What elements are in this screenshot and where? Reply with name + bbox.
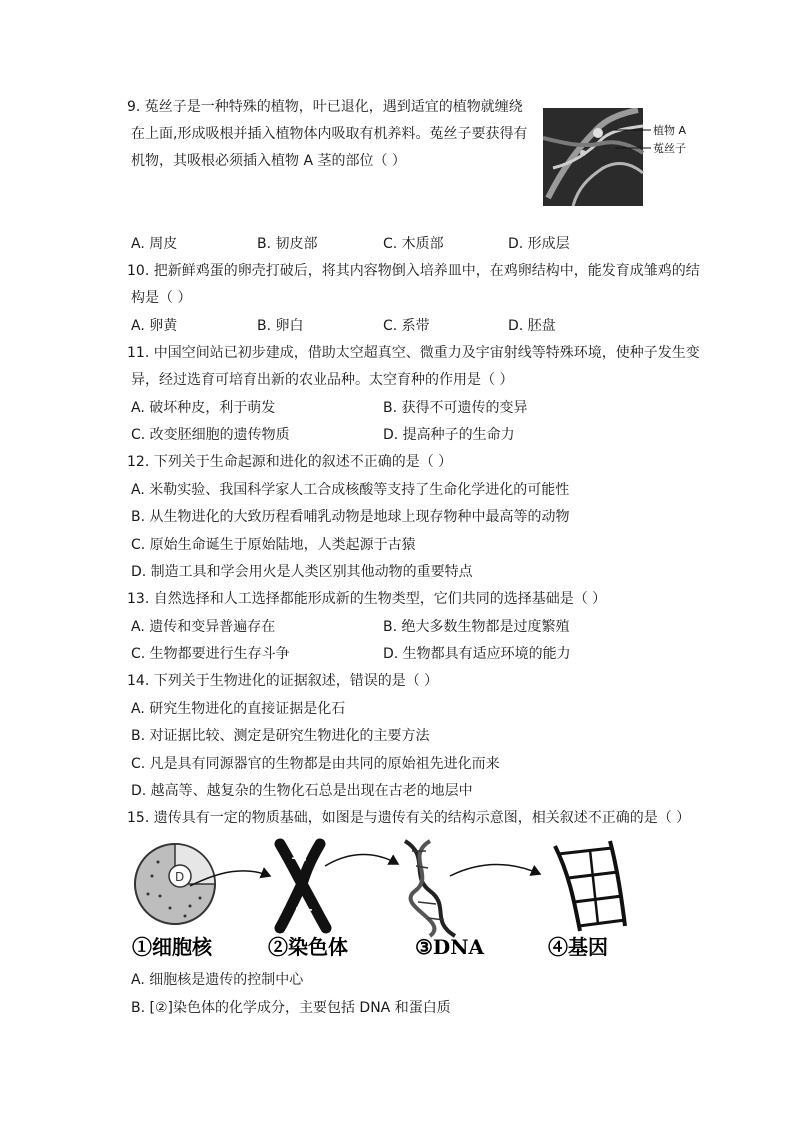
q11-line2: 异，经过选育可培育出新的农业品种。太空育种的作用是（ ） — [131, 372, 514, 388]
arrow-2 — [325, 854, 398, 866]
arrow-3 — [450, 864, 540, 876]
q10-option-b: B. 卵白 — [257, 318, 304, 334]
q14-option-a: A. 研究生物进化的直接证据是化石 — [131, 701, 346, 717]
q9-option-c: C. 木质部 — [383, 236, 444, 252]
q9-line2: 在上面,形成吸根并插入植物体内吸取有机养料。菟丝子要获得有 — [131, 126, 528, 142]
q9-option-a: A. 周皮 — [131, 236, 178, 252]
q15-option-a: A. 细胞核是遗传的控制中心 — [131, 972, 304, 988]
cell-nucleus-icon — [135, 844, 215, 924]
q13-line1: 13. 自然选择和人工选择都能形成新的生物类型，它们共同的选择基础是（ ） — [127, 591, 607, 607]
q10-line1: 10. 把新鲜鸡蛋的卵壳打破后，将其内容物倒入培养皿中，在鸡卵结构中，能发育成雏鸡的结 — [127, 263, 700, 279]
q9-option-d: D. 形成层 — [508, 236, 570, 252]
gene-segment-icon — [555, 841, 625, 931]
q12-line1: 12. 下列关于生命起源和进化的叙述不正确的是（ ） — [127, 454, 453, 470]
q9-label-plant-a: 植物 A — [653, 124, 687, 137]
q10-option-d: D. 胚盘 — [508, 318, 556, 334]
q13-option-c: C. 生物都要进行生存斗争 — [131, 646, 290, 662]
q14-line1: 14. 下列关于生物进化的证据叙述，错误的是（ ） — [127, 673, 439, 689]
q11-option-d: D. 提高种子的生命力 — [383, 427, 515, 443]
q14-option-d: D. 越高等、越复杂的生物化石总是出现在古老的地层中 — [131, 783, 473, 799]
q10-line2: 构是（ ） — [131, 290, 192, 306]
chromosome-icon — [280, 844, 326, 928]
q15-caption-chromosome: ②染色体 — [268, 935, 348, 959]
q9-dodder-figure — [543, 108, 703, 206]
q15-caption-nucleus: ①细胞核 — [132, 935, 212, 959]
q10-option-a: A. 卵黄 — [131, 318, 178, 334]
q13-option-b: B. 绝大多数生物都是过度繁殖 — [383, 619, 570, 635]
q9-option-b: B. 韧皮部 — [257, 236, 318, 252]
q12-option-c: C. 原始生命诞生于原始陆地，人类起源于古猿 — [131, 537, 416, 553]
q11-option-c: C. 改变胚细胞的遗传物质 — [131, 427, 290, 443]
q9-label-dodder: 菟丝子 — [653, 142, 686, 155]
q13-option-a: A. 遗传和变异普遍存在 — [131, 619, 276, 635]
dna-helix-icon — [405, 841, 455, 936]
q11-line1: 11. 中国空间站已初步建成，借助太空超真空、微重力及宇宙射线等特殊环境，使种子发生变 — [127, 345, 700, 361]
svg-text:D: D — [175, 870, 185, 884]
q9-line3: 机物，其吸根必须插入植物 A 茎的部位（ ） — [131, 153, 406, 169]
q12-option-a: A. 米勒实验、我国科学家人工合成核酸等支持了生命化学进化的可能性 — [131, 482, 570, 498]
q14-option-c: C. 凡是具有同源器官的生物都是由共同的原始祖先进化而来 — [131, 756, 500, 772]
q14-option-b: B. 对证据比较、测定是研究生物进化的主要方法 — [131, 728, 430, 744]
q15-line1: 15. 遗传具有一定的物质基础，如图是与遗传有关的结构示意图，相关叙述不正确的是（ ） — [127, 810, 691, 826]
q11-option-b: B. 获得不可遗传的变异 — [383, 400, 528, 416]
q15-option-b: B. [②]染色体的化学成分，主要包括 DNA 和蛋白质 — [131, 1000, 451, 1016]
q11-option-a: A. 破坏种皮，利于萌发 — [131, 400, 276, 416]
q10-option-c: C. 系带 — [383, 318, 430, 334]
q9-line1: 9. 菟丝子是一种特殊的植物，叶已退化，遇到适宜的植物就缠绕 — [127, 99, 523, 115]
q15-caption-gene: ④基因 — [548, 935, 608, 959]
q12-option-b: B. 从生物进化的大致历程看哺乳动物是地球上现存物种中最高等的动物 — [131, 509, 570, 525]
q13-option-d: D. 生物都具有适应环境的能力 — [383, 646, 571, 662]
q12-option-d: D. 制造工具和学会用火是人类区别其他动物的重要特点 — [131, 564, 473, 580]
q15-genetics-figure — [130, 836, 650, 964]
q15-caption-dna: ③DNA — [415, 935, 485, 959]
